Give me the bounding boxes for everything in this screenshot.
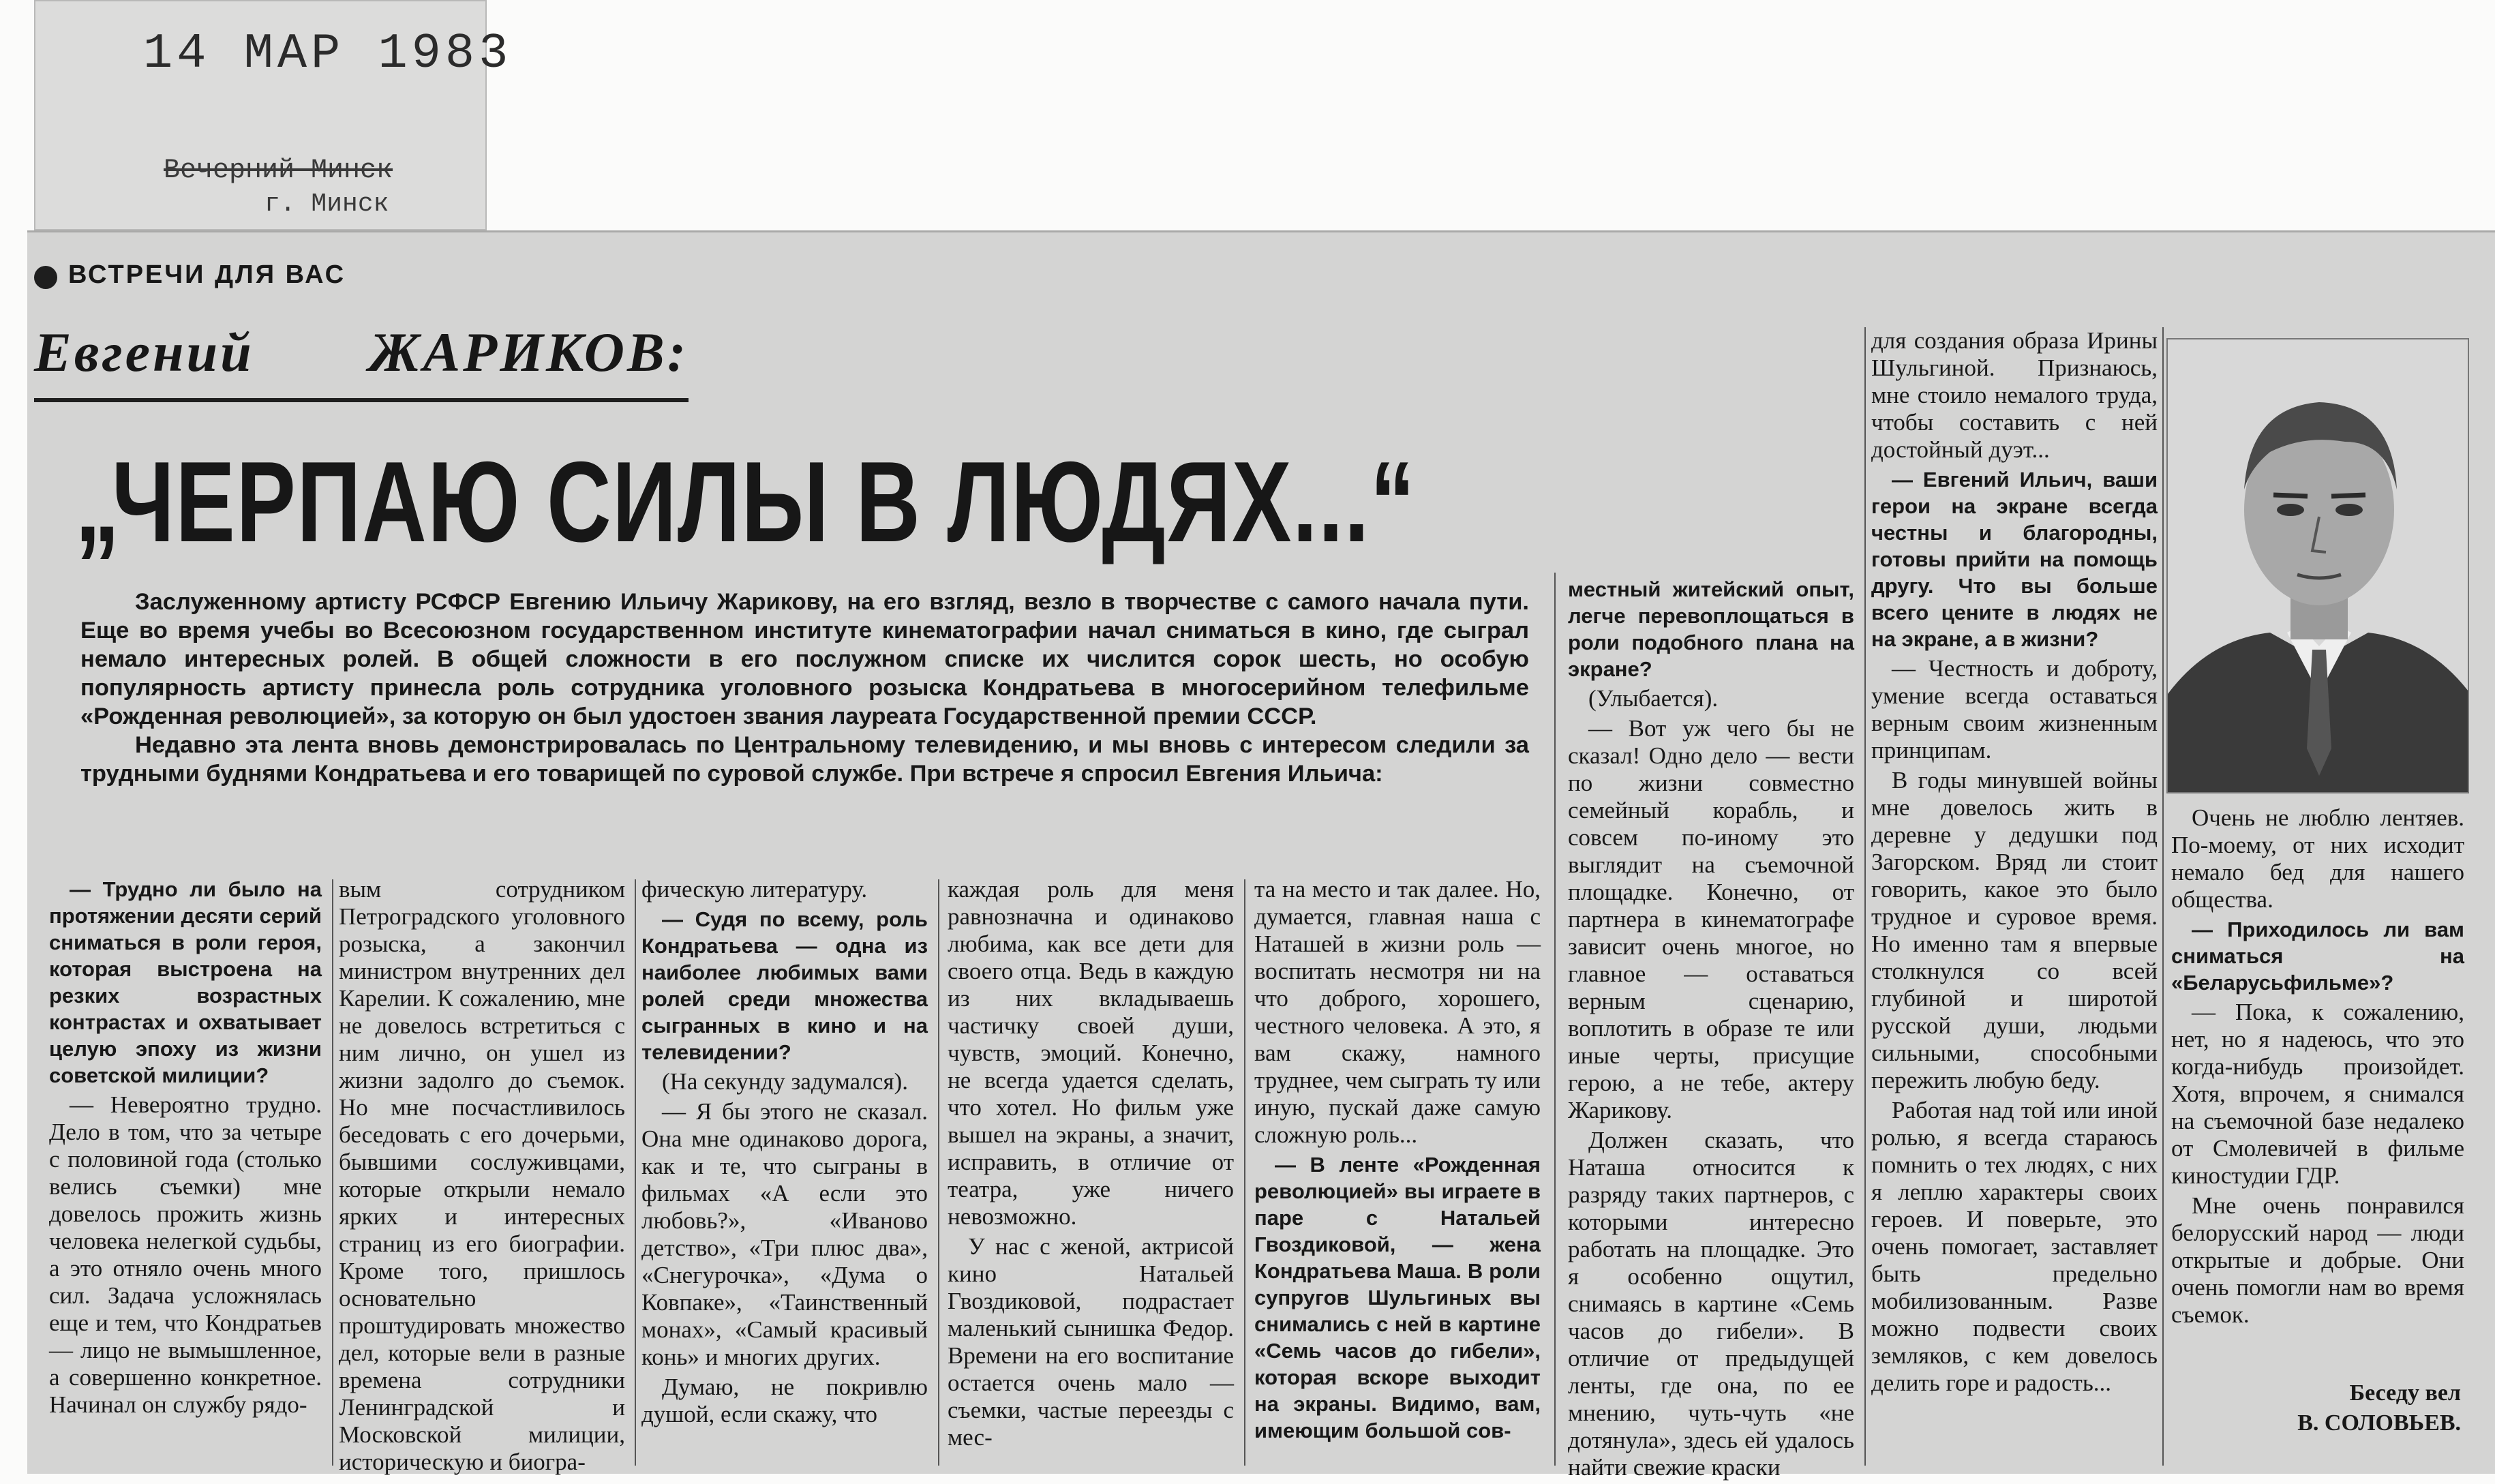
text-column-5: [1254, 876, 1541, 1447]
article-intro: [80, 588, 1529, 788]
interview-question: — Судя по всему, роль Кондратьева — одна из наиболее любимых вами ролей среди множества сыгранных в кино и на телевидении?: [641, 907, 928, 1064]
interview-paragraph: фическую литературу.: [641, 876, 868, 903]
interview-paragraph: — Я бы этого не сказал. Она мне одинаково дорога, как и те, что сыграны в фильмах «А если это любовь?», «Иваново детство», «Три плюс два», «Снегурочка», «Дума о Ковпаке», «Таинственный монах», «Самый красивый конь» и многих других.: [641, 1098, 928, 1370]
text-column-8: [2171, 804, 2464, 1331]
signoff-label: Беседу вел: [2349, 1380, 2461, 1406]
author-last-name: ЖАРИКОВ:: [369, 321, 689, 383]
article-signoff: [2236, 1378, 2461, 1438]
article-author-line: [34, 320, 689, 384]
interview-question: — Евгений Ильич, ваши герои на экране всегда честны и благородны, готовы прийти на помощь другу. Что вы больше всего цените в людях не на экране, а в жизни?: [1871, 468, 2158, 651]
interview-question: местный житейский опыт, легче перевоплощаться в роли подобного плана на экране?: [1568, 577, 1854, 681]
column-divider: [1244, 879, 1245, 1466]
column-divider: [938, 879, 939, 1466]
interview-paragraph: для создания образа Ирины Шульгиной. Признаюсь, мне стоило немалого труда, чтобы составить с ней достойный дуэт...: [1871, 327, 2158, 463]
interview-paragraph: — Пока, к сожалению, нет, но я надеюсь, что это когда-нибудь произойдет. Хотя, впрочем, я снимался на съемочной базе недалеко от Смолевичей в фильме киностудии ГДР.: [2171, 999, 2464, 1189]
column-divider: [1864, 327, 1866, 1466]
interview-paragraph: та на место и так далее. Но, думается, главная наша с Наташей в жизни роль — воспитать несмотря ни на что доброго, хорошего, честного человека. А это, я вам скажу, намного труднее, чем сыграть ту или иную, пускай даже самую сложную роль...: [1254, 876, 1541, 1148]
column-divider: [1554, 573, 1556, 1466]
signoff-author: В. СОЛОВЬЕВ.: [2297, 1410, 2461, 1436]
interview-paragraph: В годы минувшей войны мне довелось жить в деревне у дедушки под Загорском. Вряд ли стоит говорить, какое это было трудное и суровое время. Но именно там я впервые столкнулся со всей глубиной и широтой русской души, людьми сильными, способными пережить любую беду.: [1871, 767, 2158, 1093]
interview-paragraph: Мне очень понравился белорусский народ — люди открытые и добрые. Они очень помогли нам во время съемок.: [2171, 1192, 2464, 1328]
interview-paragraph: Работая над той или иной ролью, я всегда стараюсь помнить о тех людях, с них я леплю характеры своих героев. И поверьте, это очень помогает, заставляет быть предельно мобилизованным. Разве можно подвести своих земляков, с кем довелось делить горе и радость...: [1871, 1097, 2158, 1396]
interview-paragraph: — Вот уж чего бы не сказал! Одно дело — вести по жизни совместно семейный корабль, и совсем по-иному это выглядит на съемочной площадке. Конечно, от партнера в кинематографе зависит очень многое, но главное — оставаться верным сценарию, воплотить в образе те или иные черты, присущие герою, а не тебе, актеру Жарикову.: [1568, 715, 1854, 1123]
interview-paragraph: Думаю, не покривлю душой, если скажу, что: [641, 1374, 928, 1427]
interview-paragraph: — Невероятно трудно. Дело в том, что за четыре с половиной года (столько велись съемки) мне довелось прожить жизнь человека нелегкой судьбы, а это отняло очень много сил. Задача усложнялась еще и тем, что Кондратьев — лицо не вымышленное, а совершенно конкретное. Начинал он службу рядо-: [49, 1091, 322, 1418]
column-divider: [332, 879, 333, 1466]
interview-paragraph: вым сотрудником Петроградского уголовного розыска, а закончил министром внутренних дел Карелии. К сожалению, мне не довелось встретиться с ним лично, он ушел из жизни задолго до съемок. Но мне посчастливилось беседовать с его дочерьми, бывшими сослуживцами, которые открыли немало ярких и интересных страниц из его биографии. Кроме того, пришлось основательно проштудировать множество дел, которые вели в разные времена сотрудники Ленинградской и Московской милиции, историческую и биогра-: [339, 876, 625, 1475]
portrait-illustration: [2168, 339, 2469, 793]
interview-question: — В ленте «Рожденная революцией» вы играете в паре с Натальей Гвоздиковой, — жена Кондратьева Маша. В роли супругов Шульгиных вы снимались с ней в картине «Семь часов до гибели», которая вскоре выходит на экраны. Видимо, вам, имеющим большой сов-: [1254, 1153, 1541, 1442]
interview-paragraph: У нас с женой, актрисой кино Натальей Гвоздиковой, подрастает маленький сынишка Федор. Времени на его воспитание остается очень мало — съемки, частые переезды с мес-: [948, 1233, 1234, 1451]
author-underline: [34, 398, 689, 402]
interview-paragraph: Очень не люблю лентяев. По-моему, от них исходит немало бед для нашего общества.: [2171, 804, 2464, 913]
column-divider: [2162, 327, 2164, 1466]
rubric-bullet-icon: [34, 266, 57, 289]
text-column-3: [641, 876, 928, 1431]
rubric-label: ВСТРЕЧИ ДЛЯ ВАС: [68, 260, 346, 289]
interview-paragraph: (Улыбается).: [1588, 685, 1719, 712]
text-column-6: [1568, 576, 1854, 1484]
text-column-2: [339, 876, 625, 1479]
interview-paragraph: (На секунду задумался).: [662, 1068, 908, 1095]
headline: „ЧЕРПАЮ СИЛЫ В ЛЮДЯХ...“: [75, 438, 1416, 566]
stamp-date: 14 МАР 1983: [143, 26, 513, 82]
text-column-7: [1871, 327, 2158, 1399]
text-column-4: [948, 876, 1234, 1454]
text-column-1: [49, 876, 322, 1421]
intro-paragraph: Заслуженному артисту РСФСР Евгению Ильичу Жарикову, на его взгляд, везло в творчестве с самого начала пути. Еще во время учебы во Всесоюзном государственном институте кинематографии начал сниматься в кино, где сыграл немало интересных ролей. В общей сложности в его послужном списке их числится сорок шесть, но особую популярность артисту принесла роль сотрудника уголовного розыска Кондратьева в многосерийном телефильме «Рожденная революцией», за которую он был удостоен звания лауреата Государственной премии СССР.: [80, 589, 1529, 729]
stamp-newspaper: Вечерний Минск: [164, 155, 393, 186]
interview-question: — Трудно ли было на протяжении десяти серий сниматься в роли героя, которая выстроена на резких возрастных контрастах и охватывает целую эпоху из жизни советской милиции?: [49, 877, 322, 1087]
stamp-city: г. Минск: [264, 190, 389, 219]
interview-paragraph: каждая роль для меня равнозначна и одинаково любима, как все дети для своего отца. Ведь в каждую из них вкладываешь частичку своей души, чувств, эмоций. Конечно, не всегда удается сделать, что хотел. Но фильм уже вышел на экраны, а значит, исправить, в отличие от театра, уже ничего невозможно.: [948, 876, 1234, 1230]
interview-paragraph: Должен сказать, что Наташа относится к разряду таких партнеров, с которыми интересно работать на площадке. Это я особенно ощутил, снимаясь в картине «Семь часов до гибели». В отличие от предыдущей ленты, где она, по ее мнению, чуть-чуть «не дотянула», здесь ей удалось найти свежие краски: [1568, 1127, 1854, 1481]
portrait-photo: [2166, 338, 2469, 793]
author-first-name: Евгений: [34, 321, 254, 383]
interview-question: — Приходилось ли вам сниматься на «Беларусьфильме»?: [2171, 918, 2464, 995]
intro-paragraph: Недавно эта лента вновь демонстрировалась по Центральному телевидению, и мы вновь с интересом следили за трудными буднями Кондратьева и его товарищей по суровой службе. При встрече я спросил Евгения Ильича:: [80, 732, 1529, 787]
column-divider: [635, 879, 636, 1466]
interview-paragraph: — Честность и доброту, умение всегда оставаться верным своим жизненным принципам.: [1871, 655, 2158, 763]
